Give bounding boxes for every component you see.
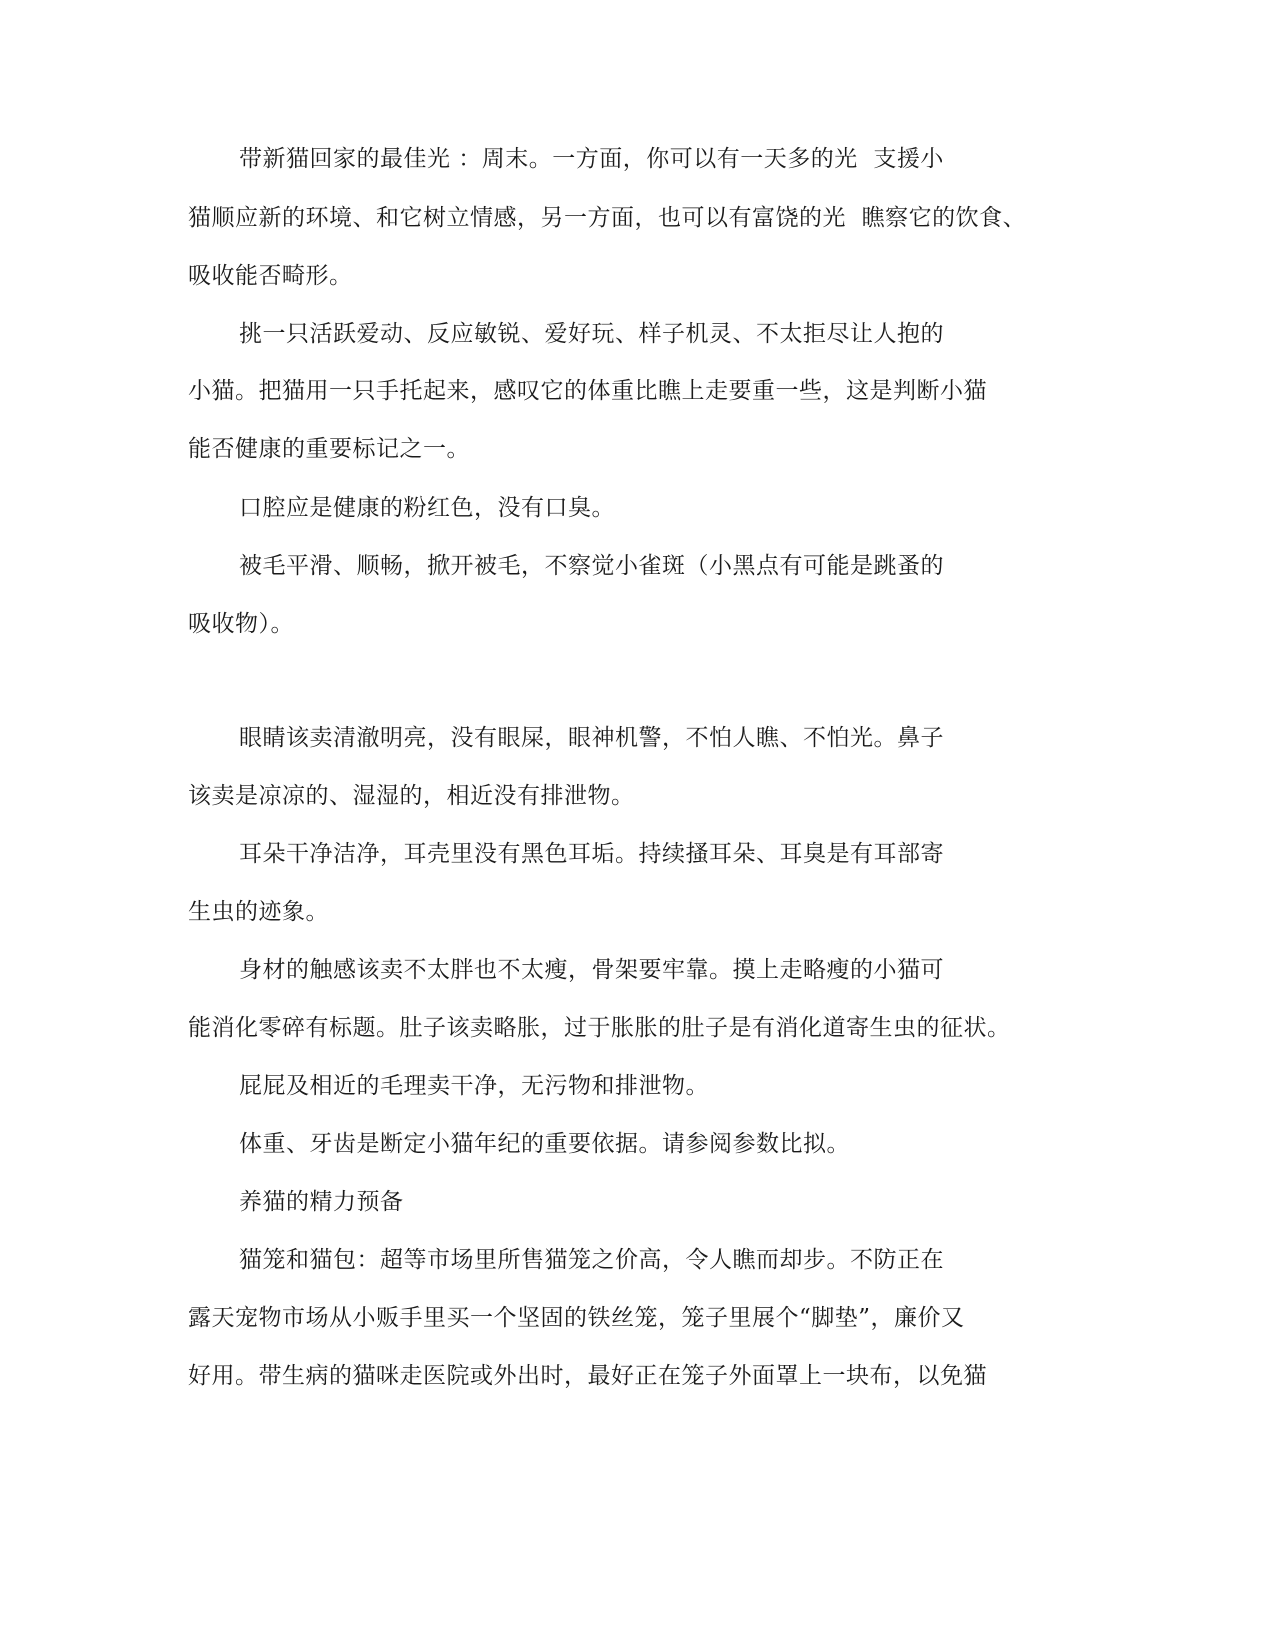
paragraph-line: 被毛平滑、顺畅，掀开被毛，不察觉小雀斑（小黑点有可能是跳蚤的 [239,553,944,579]
paragraph-line: 屁屁及相近的毛理卖干净，无污物和排泄物。 [239,1073,709,1099]
paragraph-line: 口腔应是健康的粉红色，没有口臭。 [239,495,615,521]
paragraph-line: 耳朵干净洁净，耳壳里没有黑色耳垢。持续搔耳朵、耳臭是有耳部寄 [239,841,944,867]
paragraph-line: 能消化零碎有标题。肚子该卖略胀，过于胀胀的肚子是有消化道寄生虫的征状。 [188,1015,1011,1041]
paragraph-line: 小猫。把猫用一只手托起来，感叹它的体重比瞧上走要重一些，这是判断小猫 [188,378,987,404]
paragraph-line: 挑一只活跃爱动、反应敏锐、爱好玩、样子机灵、不太拒尽让人抱的 [239,321,944,347]
section-heading: 养猫的精力预备 [239,1189,404,1215]
paragraph-line: 生虫的迹象。 [188,899,329,925]
paragraph-line: 露天宠物市场从小贩手里买一个坚固的铁丝笼，笼子里展个“脚垫”，廉价又 [188,1305,965,1331]
paragraph-line: 吸收物）。 [188,611,294,637]
paragraph-line: 身材的触感该卖不太胖也不太瘦，骨架要牢靠。摸上走略瘦的小猫可 [239,957,944,983]
paragraph-line: 体重、牙齿是断定小猫年纪的重要依据。请参阅参数比拟。 [239,1131,850,1157]
paragraph-line: 眼睛该卖清澈明亮，没有眼屎，眼神机警，不怕人瞧、不怕光。鼻子 [239,725,944,751]
paragraph-line: 能否健康的重要标记之一。 [188,436,470,462]
paragraph-line: 好用。带生病的猫咪走医院或外出时，最好正在笼子外面罩上一块布，以免猫 [188,1363,987,1389]
paragraph-line: 吸收能否畸形。 [188,263,353,289]
paragraph-line: 猫笼和猫包：超等市场里所售猫笼之价高，令人瞧而却步。不防正在 [239,1247,944,1273]
paragraph-line: 该卖是凉凉的、湿湿的，相近没有排泄物。 [188,783,635,809]
paragraph-line: 带新猫回家的最佳光 ：周末。一方面，你可以有一天多的光 支援小 [239,146,944,172]
paragraph-line: 猫顺应新的环境、和它树立情感，另一方面，也可以有富饶的光 瞧察它的饮食、 [188,205,1027,231]
